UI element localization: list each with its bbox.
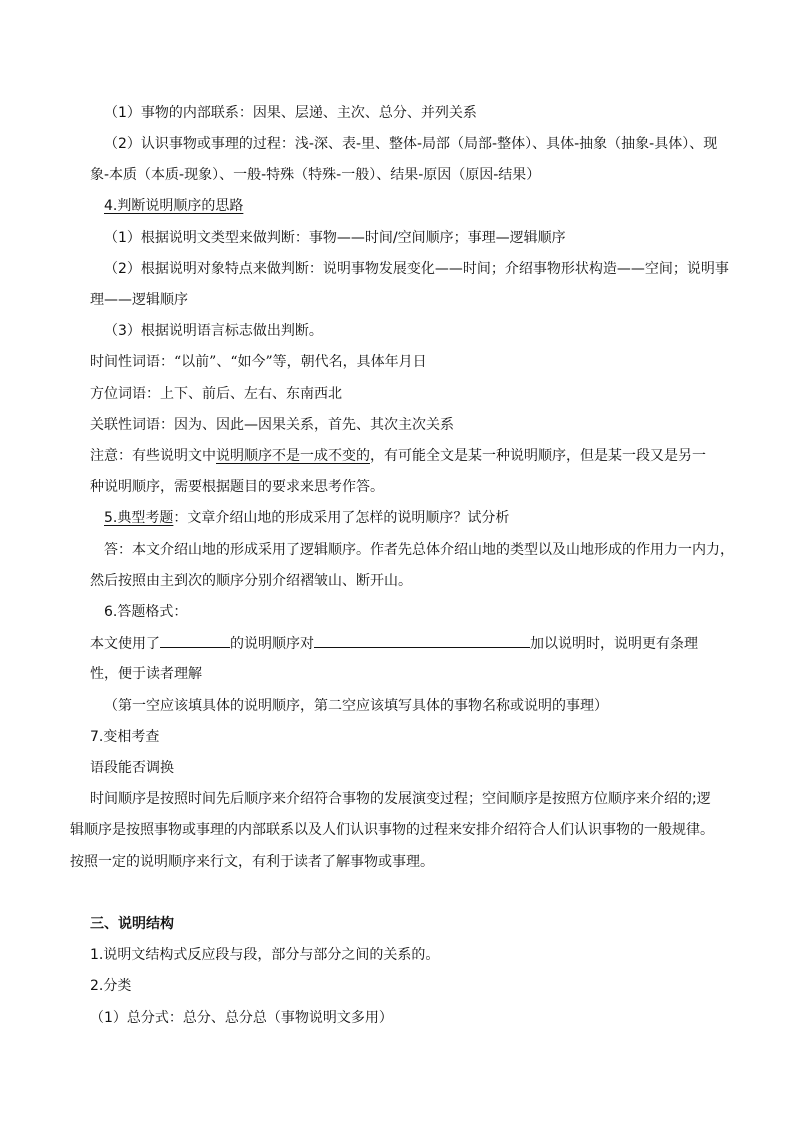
text-line: （1）总分式：总分、总分总（事物说明文多用）: [90, 1010, 393, 1026]
text-line: 理——逻辑顺序: [90, 292, 188, 308]
text-line: 7.变相考查: [90, 729, 160, 745]
text-segment: ，有可能全文是某一种说明顺序，但是某一段又是另一: [370, 448, 706, 464]
text-line: 然后按照由主到次的顺序分别介绍褶皱山、断开山。: [90, 573, 412, 589]
fill-in-blank: [160, 633, 230, 648]
text-line: 答：本文介绍山地的形成采用了逻辑顺序。作者先总体介绍山地的类型以及山地形成的作用力一内力，: [104, 542, 734, 558]
text-line: 种说明顺序，需要根据题目的要求来思考作答。: [90, 479, 384, 495]
text-segment: 加以说明时，说明更有条理: [530, 636, 698, 652]
text-line: 关联性词语：因为、因此—因果关系，首先、其次主次关系: [90, 417, 454, 433]
underlined-phrase: 说明顺序不是一成不变的: [216, 448, 370, 464]
text-line: 按照一定的说明顺序来行文，有利于读者了解事物或事理。: [70, 854, 434, 870]
text-segment: ：文章介绍山地的形成采用了怎样的说明顺序？试分析: [173, 510, 510, 526]
text-line: [90, 633, 698, 654]
text-line: （1）事物的内部联系：因果、层递、主次、总分、并列关系: [104, 105, 477, 121]
text-line: 时间顺序是按照时间先后顺序来介绍符合事物的发展演变过程；空间顺序是按照方位顺序来介绍的;逻: [90, 791, 711, 807]
section-heading-text: 4.判断说明顺序的思路: [104, 198, 244, 214]
text-line: 性，便于读者理解: [90, 666, 202, 682]
fill-in-blank: [314, 633, 530, 648]
text-segment: 本文使用了: [90, 636, 160, 652]
text-line: 语段能否调换: [90, 760, 174, 776]
text-line: 辑顺序是按照事物或事理的内部联系以及人们认识事物的过程来安排介绍符合人们认识事物的一般规律。: [70, 822, 714, 838]
text-line: （2）认识事物或事理的过程：浅-深、表-里、整体-局部（局部-整体）、具体-抽象（抽象-具体）、现: [104, 136, 718, 152]
text-segment: 的说明顺序对: [230, 636, 314, 652]
section-heading: [104, 196, 243, 216]
text-line: （3）根据说明语言标志做出判断。: [104, 323, 323, 339]
text-line: 象-本质（本质-现象）、一般-特殊（特殊-一般）、结果-原因（原因-结果）: [90, 167, 541, 183]
text-line: [90, 446, 706, 466]
section-heading: 三、说明结构: [90, 916, 174, 932]
text-line: （1）根据说明文类型来做判断：事物——时间/空间顺序；事理—逻辑顺序: [104, 230, 566, 246]
text-line: 时间性词语：“以前”、“如今”等，朝代名，具体年月日: [90, 354, 427, 370]
text-line: （第一空应该填具体的说明顺序，第二空应该填写具体的事物名称或说明的事理）: [104, 698, 608, 714]
text-line: [104, 508, 509, 528]
text-segment: 注意：有些说明文中: [90, 448, 216, 464]
text-line: 6.答题格式：: [104, 604, 188, 620]
underlined-phrase: 5.典型考题: [104, 510, 174, 526]
text-line: （2）根据说明对象特点来做判断：说明事物发展变化——时间；介绍事物形状构造——空间；说明事: [104, 261, 729, 277]
text-line: 1.说明文结构式反应段与段，部分与部分之间的关系的。: [90, 947, 440, 963]
text-line: 方位词语：上下、前后、左右、东南西北: [90, 386, 342, 402]
text-line: 2.分类: [90, 978, 132, 994]
